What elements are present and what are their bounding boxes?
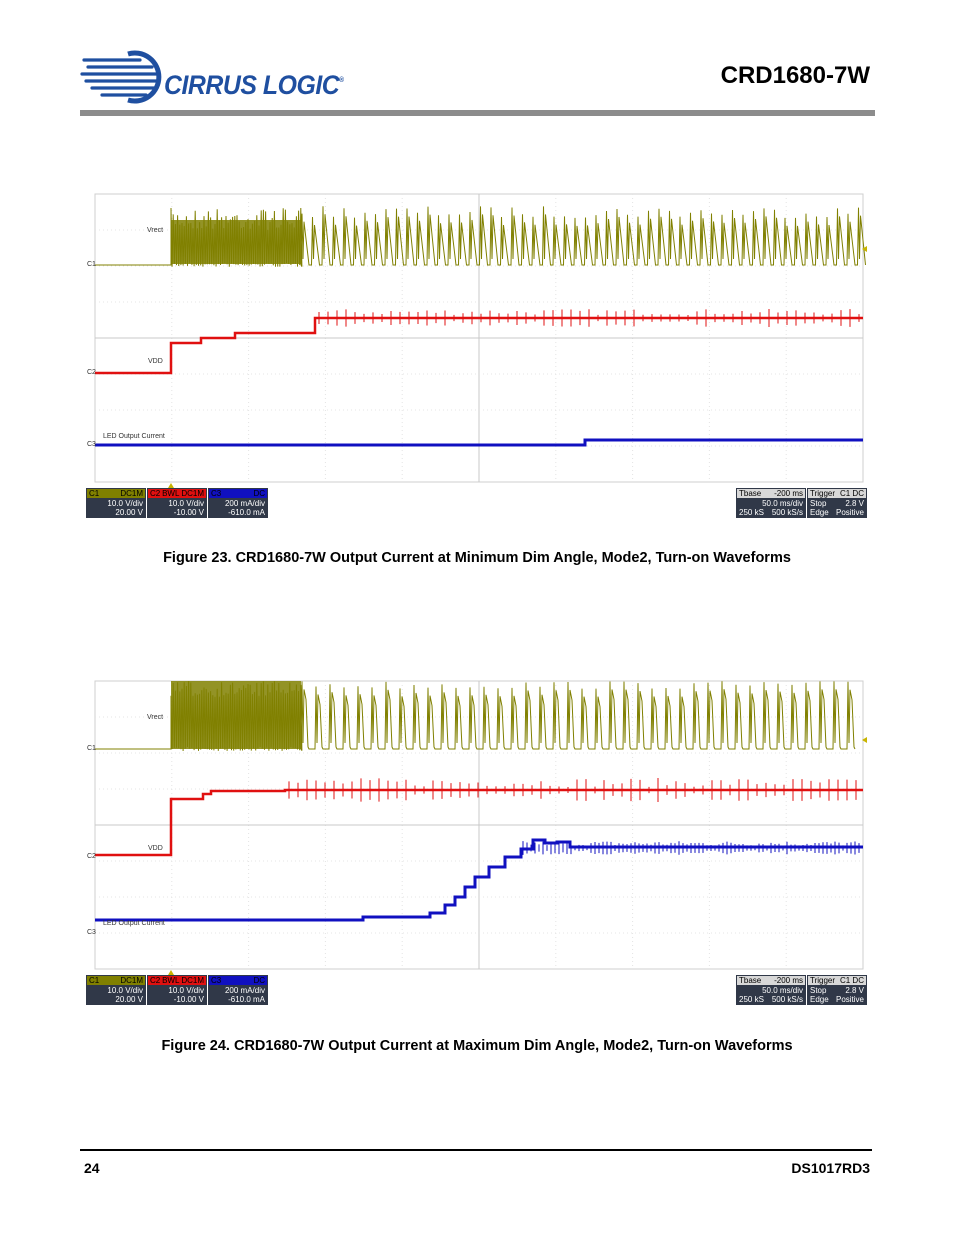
timebase-delay: -200 ms [774, 976, 803, 985]
logo-swoosh-icon [80, 48, 164, 104]
oscilloscope-capture-figure-24 [86, 677, 868, 1009]
page-number: 24 [84, 1160, 100, 1176]
panel-scale: 10.0 V/div [168, 986, 204, 995]
timebase-rate: 500 kS/s [771, 508, 803, 517]
channel-marker-c3: C3 [87, 929, 96, 936]
panel-scale: 200 mA/div [224, 499, 265, 508]
panel-coupling: DC1M [120, 976, 143, 985]
trigger-position-marker [168, 970, 174, 975]
trace-label-led-current: LED Output Current [103, 433, 165, 440]
footer-divider [80, 1149, 872, 1151]
channel-marker-c3: C3 [87, 441, 96, 448]
panel-offset: -10.00 V [173, 508, 204, 517]
timebase-samples: 250 kS [739, 508, 764, 517]
panel-coupling: DC1M [120, 489, 143, 498]
figure-caption: Figure 23. CRD1680-7W Output Current at Minimum Dim Angle, Mode2, Turn-on Waveforms [163, 550, 791, 566]
channel-panel-c1[interactable] [86, 975, 146, 1005]
panel-channel-name: C2 [150, 976, 161, 985]
panel-offset: -610.0 mA [228, 995, 265, 1004]
trace-label-vdd: VDD [148, 845, 163, 852]
figure-caption: Figure 24. CRD1680-7W Output Current at Maximum Dim Angle, Mode2, Turn-on Waveforms [161, 1038, 793, 1054]
trigger-type: Edge [810, 995, 829, 1004]
panel-offset: 20.00 V [115, 508, 143, 517]
timebase-label: Tbase [739, 976, 762, 985]
trigger-panel[interactable] [807, 975, 867, 1005]
trigger-panel[interactable] [807, 488, 867, 518]
trigger-level: 2.8 V [845, 986, 864, 995]
trigger-slope: Positive [835, 508, 864, 517]
scope-screen [86, 190, 868, 522]
trigger-slope: Positive [835, 995, 864, 1004]
cirrus-logic-logo [80, 48, 360, 104]
timebase-scale: 50.0 ms/div [762, 986, 803, 995]
panel-coupling: DC [253, 976, 265, 985]
timebase-panel[interactable] [736, 975, 806, 1005]
channel-marker-c1: C1 [87, 745, 96, 752]
trace-label-vdd: VDD [148, 358, 163, 365]
timebase-rate: 500 kS/s [771, 995, 803, 1004]
trigger-mode: Stop [810, 986, 827, 995]
oscilloscope-capture-figure-23 [86, 190, 868, 522]
panel-coupling: BWL DC1M [162, 976, 204, 985]
panel-channel-name: C1 [89, 489, 100, 498]
panel-scale: 200 mA/div [224, 986, 265, 995]
timebase-scale: 50.0 ms/div [762, 499, 803, 508]
trace-label-vrect: Vrect [147, 714, 164, 721]
trigger-source: C1 DC [839, 976, 864, 985]
timebase-panel[interactable] [736, 488, 806, 518]
trace-c1-burst [171, 220, 301, 264]
header-divider [80, 110, 875, 116]
trigger-level: 2.8 V [845, 499, 864, 508]
channel-marker-c2: C2 [87, 369, 96, 376]
timebase-samples: 250 kS [739, 995, 764, 1004]
channel-panel-c1[interactable] [86, 488, 146, 518]
trigger-source: C1 DC [839, 489, 864, 498]
panel-channel-name: C3 [211, 489, 222, 498]
trace-label-led-current: LED Output Current [103, 920, 165, 927]
trace-c1-burst [171, 681, 301, 749]
channel-panel-c2[interactable] [147, 488, 207, 518]
panel-scale: 10.0 V/div [107, 499, 143, 508]
channel-marker-c2: C2 [87, 853, 96, 860]
panel-offset: -10.00 V [173, 995, 204, 1004]
panel-channel-name: C1 [89, 976, 100, 985]
panel-channel-name: C3 [211, 976, 222, 985]
panel-offset: 20.00 V [115, 995, 143, 1004]
channel-panel-c2[interactable] [147, 975, 207, 1005]
trigger-mode: Stop [810, 499, 827, 508]
trace-label-vrect: Vrect [147, 227, 164, 234]
trigger-label: Trigger [810, 489, 836, 498]
document-code: DS1017RD3 [791, 1160, 870, 1176]
trigger-label: Trigger [810, 976, 836, 985]
panel-scale: 10.0 V/div [107, 986, 143, 995]
timebase-delay: -200 ms [774, 489, 803, 498]
logo-wordmark: CIRRUS LOGIC® [164, 70, 344, 100]
document-title: CRD1680-7W [720, 62, 870, 89]
panel-channel-name: C2 [150, 489, 161, 498]
channel-panel-c3[interactable] [208, 975, 268, 1005]
scope-screen [86, 677, 868, 1009]
timebase-label: Tbase [739, 489, 762, 498]
panel-offset: -610.0 mA [228, 508, 265, 517]
trigger-type: Edge [810, 508, 829, 517]
panel-coupling: BWL DC1M [162, 489, 204, 498]
trigger-position-marker [168, 483, 174, 488]
channel-panel-c3[interactable] [208, 488, 268, 518]
panel-coupling: DC [253, 489, 265, 498]
channel-marker-c1: C1 [87, 261, 96, 268]
panel-scale: 10.0 V/div [168, 499, 204, 508]
